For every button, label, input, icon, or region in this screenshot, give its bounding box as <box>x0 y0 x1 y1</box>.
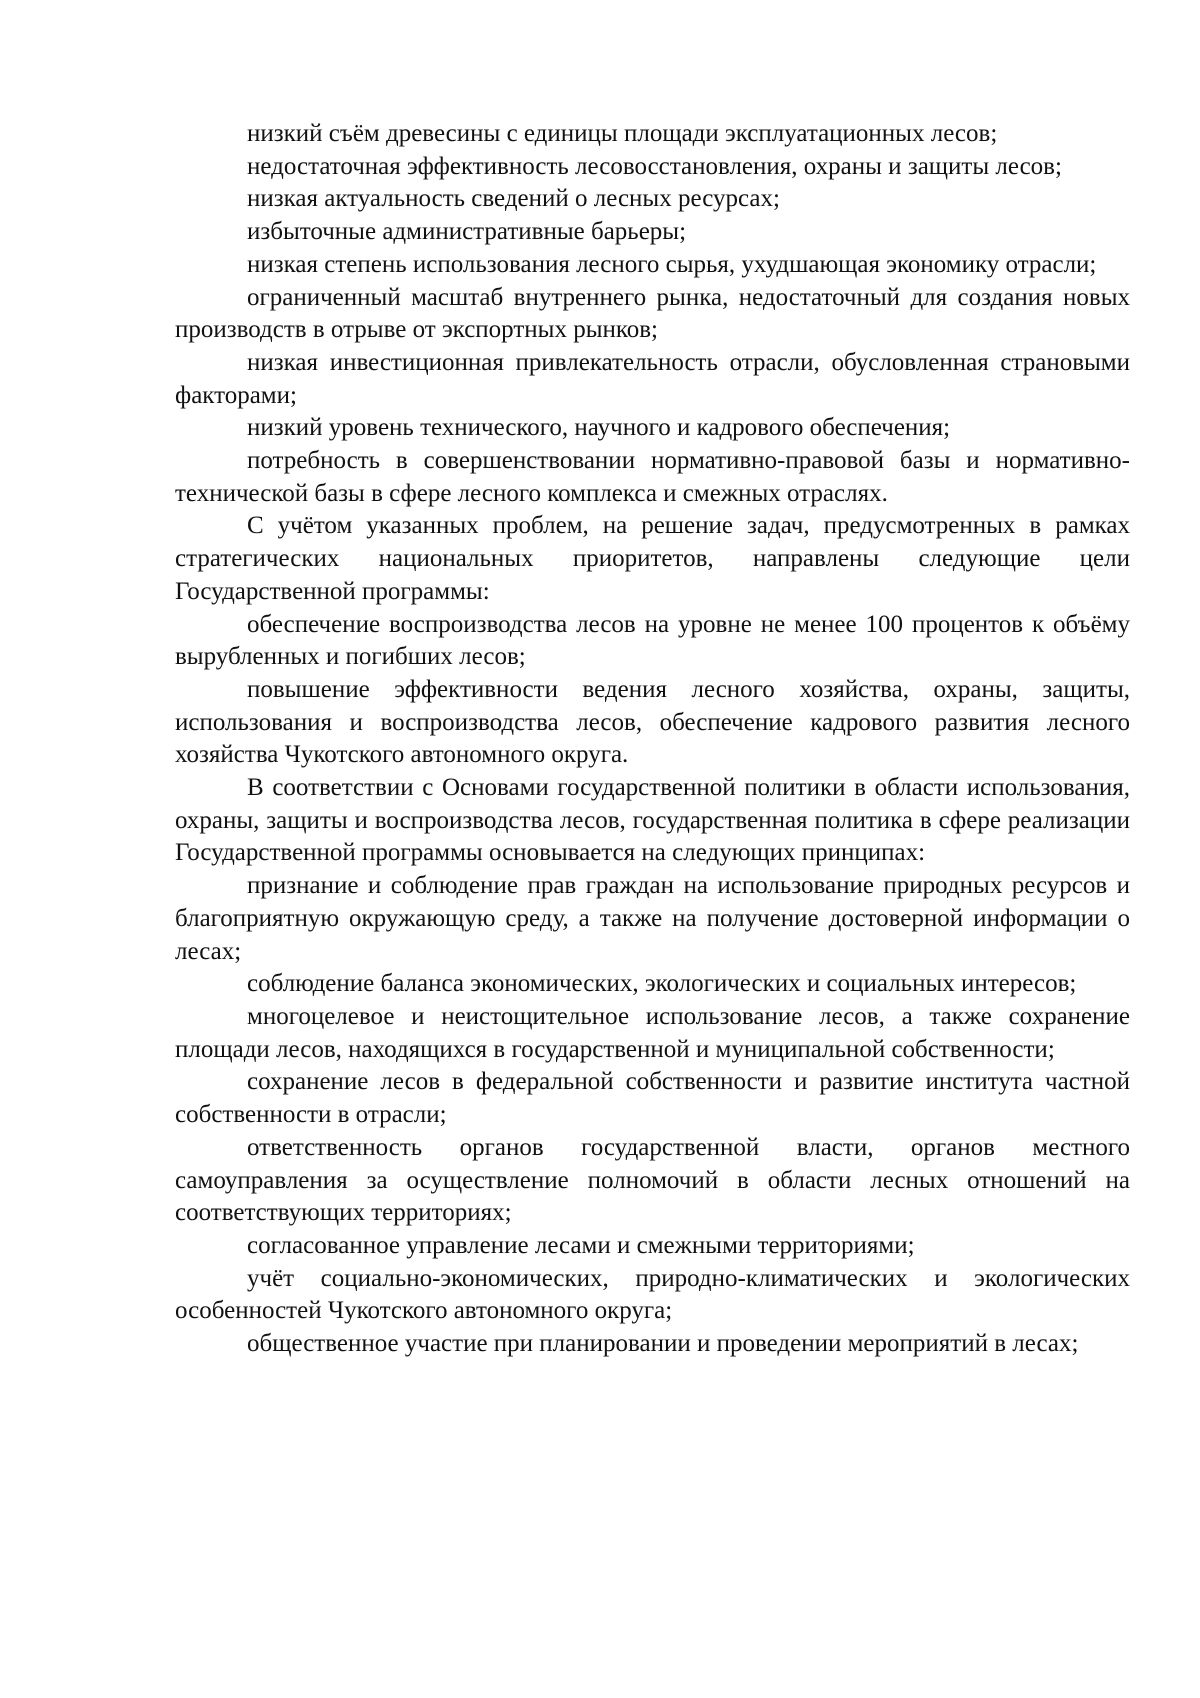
paragraph-technical-support-level: низкий уровень технического, научного и кадрового обеспечения; <box>247 414 951 442</box>
paragraph-reforestation-efficiency: недостаточная эффективность лесовосстановления, охраны и защиты лесов; <box>247 152 1062 180</box>
paragraph-goal-efficiency: повышение эффективности ведения лесного хозяйства, охраны, защиты, использования и воспроизводства лесов, обеспечение кадрового развития лесного хозяйства Чукотского автономного округа. <box>175 675 1130 769</box>
paragraph-regulatory-improvement: потребность в совершенствовании нормативно-правовой базы и нормативно-технической базы в сфере лесного комплекса и смежных отраслях. <box>175 447 1130 507</box>
paragraph-public-participation: общественное участие при планировании и проведении мероприятий в лесах; <box>247 1330 1079 1358</box>
paragraph-program-goals-intro: С учётом указанных проблем, на решение задач, предусмотренных в рамках стратегических национальных приоритетов, направлены следующие цели Государственной программы: <box>175 512 1130 605</box>
paragraph-administrative-barriers: избыточные административные барьеры; <box>247 218 687 246</box>
paragraph-coordinated-management: согласованное управление лесами и смежными территориями; <box>247 1231 915 1259</box>
paragraph-raw-material-use: низкая степень использования лесного сырья, ухудшающая экономику отрасли; <box>247 250 1097 278</box>
paragraph-domestic-market-scale: ограниченный масштаб внутреннего рынка, недостаточный для создания новых производств в отрыве от экспортных рынков; <box>175 283 1130 344</box>
paragraph-forest-data-relevance: низкая актуальность сведений о лесных ресурсах; <box>247 185 780 213</box>
paragraph-authority-responsibility: ответственность органов государственной власти, органов местного самоуправления за осуществление полномочий в области лесных отношений на соответствующих территориях; <box>175 1133 1130 1227</box>
paragraph-federal-ownership: сохранение лесов в федеральной собственности и развитие института частной собственности в отрасли; <box>175 1068 1130 1129</box>
paragraph-interest-balance: соблюдение баланса экономических, экологических и социальных интересов; <box>247 970 1077 998</box>
paragraph-low-timber-yield: низкий съём древесины с единицы площади эксплуатационных лесов; <box>247 120 998 147</box>
paragraph-sustainable-use: многоцелевое и неистощительное использование лесов, а также сохранение площади лесов, находящихся в государственной и муниципальной собственности; <box>175 1002 1130 1063</box>
paragraph-regional-features: учёт социально-экономических, природно-климатических и экологических особенностей Чукотского автономного округа; <box>175 1264 1130 1325</box>
paragraph-policy-principles-intro: В соответствии с Основами государственной политики в области использования, охраны, защиты и воспроизводства лесов, государственная политика в сфере реализации Государственной программы основывается на следующих принципах: <box>175 774 1130 867</box>
document-body <box>175 118 1130 1361</box>
paragraph-goal-reproduction: обеспечение воспроизводства лесов на уровне не менее 100 процентов к объёму вырубленных и погибших лесов; <box>175 610 1130 671</box>
paragraph-citizen-rights: признание и соблюдение прав граждан на использование природных ресурсов и благоприятную окружающую среду, а также на получение достоверной информации о лесах; <box>175 872 1130 965</box>
paragraph-investment-attractiveness: низкая инвестиционная привлекательность отрасли, обусловленная страновыми факторами; <box>175 348 1130 409</box>
